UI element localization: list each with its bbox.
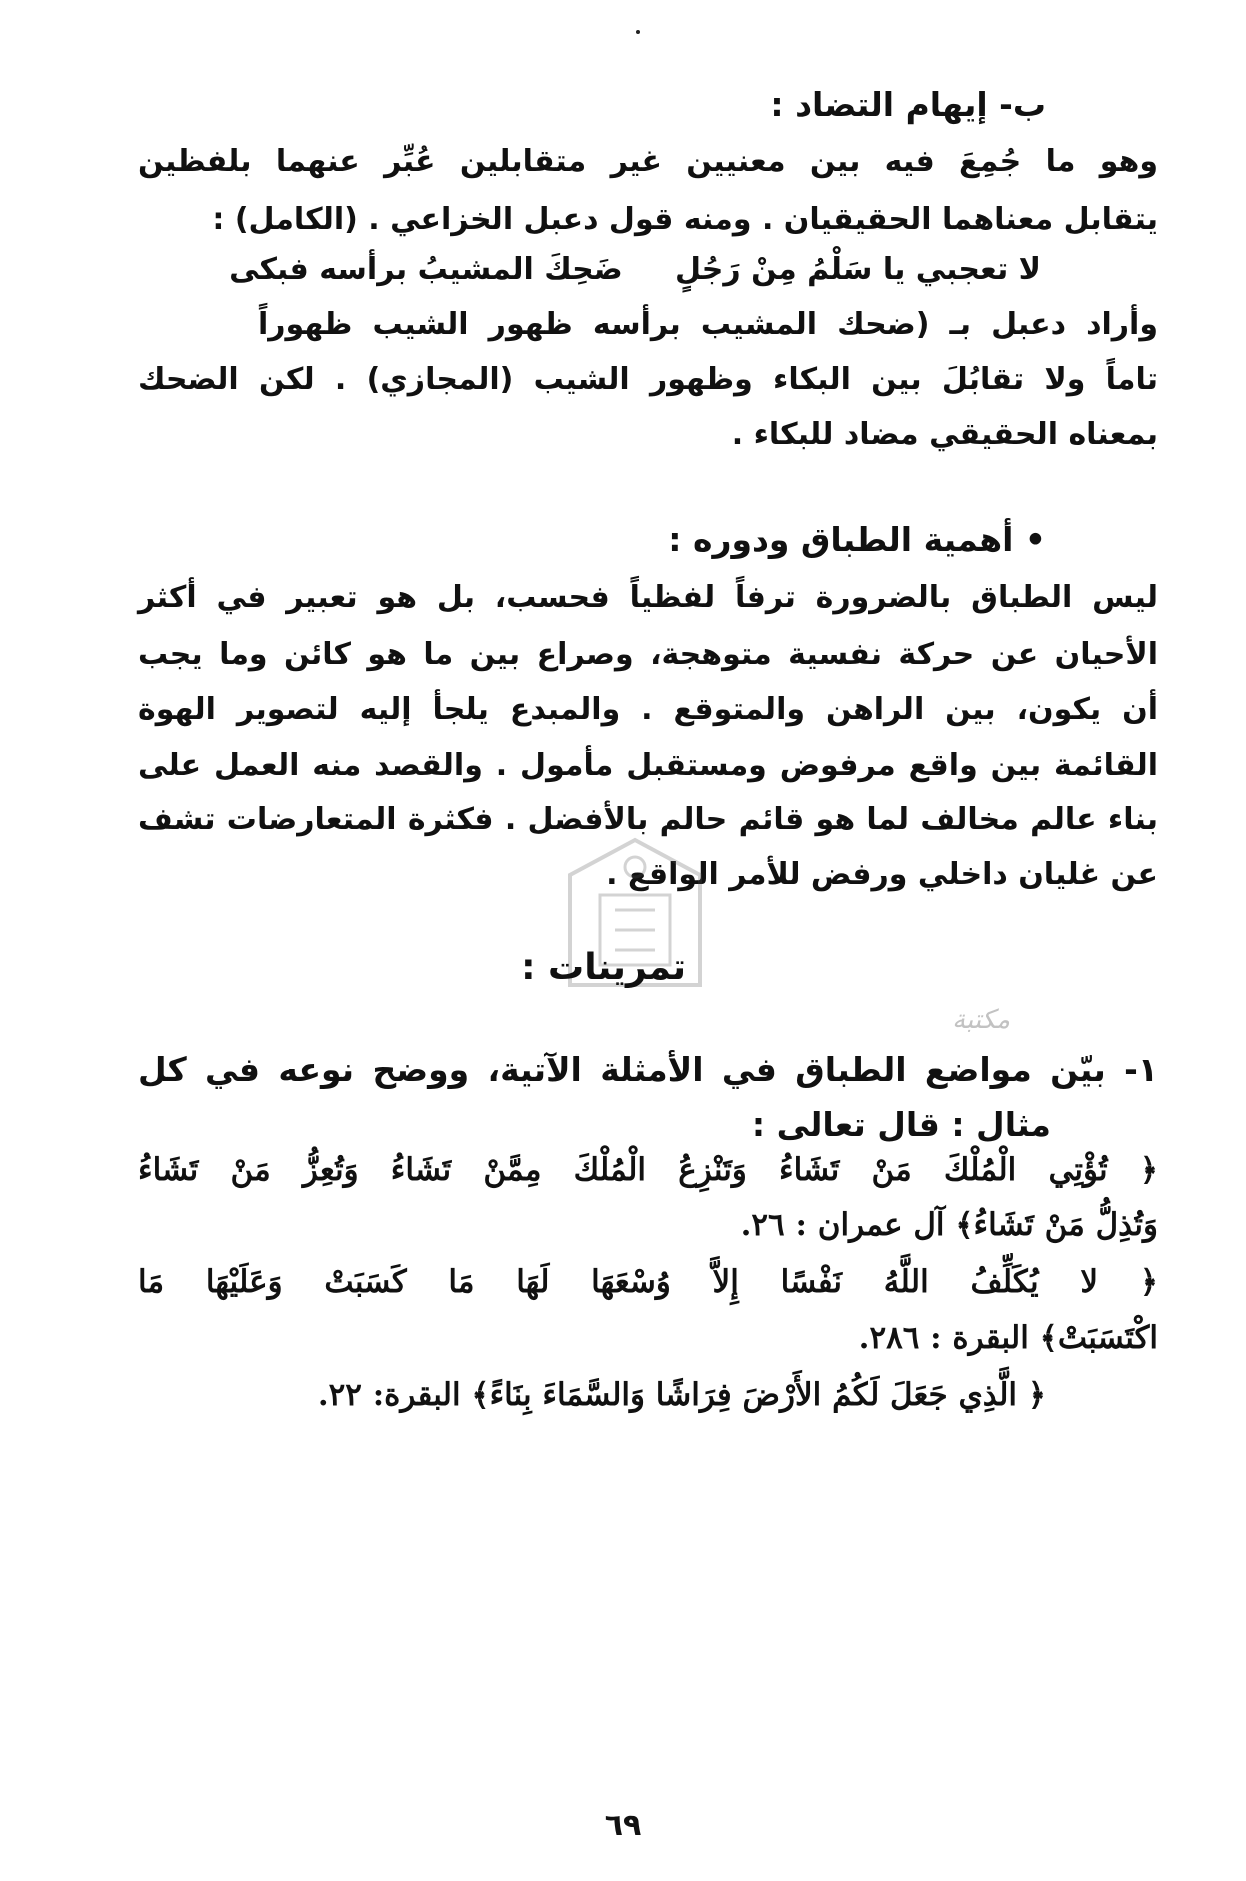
- section-b-line-5: تاماً ولا تقابُلَ بين البكاء وظهور الشيب (المجازي) . لكن الضحك: [138, 362, 1158, 397]
- quran-verse-1a: ﴿ تُؤْتِي الْمُلْكَ مَنْ تَشَاءُ وَتَنْزِعُ الْمُلْكَ مِمَّنْ تَشَاءُ وَتُعِزُّ مَنْ تَشَاءُ: [138, 1152, 1158, 1188]
- section-b-line-1: وهو ما جُمِعَ فيه بين معنيين غير متقابلين عُبِّر عنهما بلفظين: [138, 144, 1158, 179]
- importance-line-3: أن يكون، بين الراهن والمتوقع . والمبدع يلجأ إليه لتصوير الهوة: [138, 692, 1158, 727]
- importance-line-5: بناء عالم مخالف لما هو قائم حالم بالأفضل . فكثرة المتعارضات تشف: [138, 802, 1158, 837]
- page-number: ٦٩: [604, 1808, 642, 1843]
- importance-line-1: ليس الطباق بالضرورة ترفاً لفظياً فحسب، بل هو تعبير في أكثر: [138, 580, 1158, 615]
- importance-line-6: عن غليان داخلي ورفض للأمر الواقع .: [606, 857, 1158, 892]
- quran-verse-3: ﴿ الَّذِي جَعَلَ لَكُمُ الأَرْضَ فِرَاشًا وَالسَّمَاءَ بِنَاءً﴾ البقرة: ٢٢.: [317, 1377, 1046, 1413]
- importance-heading: • أهمية الطباق ودوره :: [668, 520, 1046, 559]
- importance-line-2: الأحيان عن حركة نفسية متوهجة، وصراع بين ما هو كائن وما يجب: [138, 637, 1158, 672]
- scan-speck: [636, 30, 640, 34]
- watermark-caption: مكتبة: [952, 1005, 1010, 1035]
- question-1-line-2: مثال : قال تعالى :: [751, 1105, 1051, 1144]
- section-b-line-2: يتقابل معناهما الحقيقيان . ومنه قول دعبل الخزاعي . (الكامل) :: [212, 202, 1158, 237]
- section-b-heading: ب- إيهام التضاد :: [770, 85, 1046, 124]
- question-1-line-1: ١- بيّن مواضع الطباق في الأمثلة الآتية، ووضح نوعه في كل: [138, 1050, 1158, 1089]
- section-b-line-4: وأراد دعبل بـ (ضحك المشيب برأسه ظهور الشيب ظهوراً: [258, 307, 1158, 342]
- importance-line-4: القائمة بين واقع مرفوض ومستقبل مأمول . والقصد منه العمل على: [138, 748, 1158, 783]
- exercises-heading: تمرينات :: [521, 947, 686, 988]
- quran-verse-1b: وَتُذِلُّ مَنْ تَشَاءُ﴾ آل عمران : ٢٦.: [740, 1207, 1158, 1243]
- quran-verse-2b: اكْتَسَبَتْ﴾ البقرة : ٢٨٦.: [858, 1320, 1158, 1356]
- poetry-verse: لا تعجبي يا سَلْمُ مِنْ رَجُلٍ ضَحِكَ المشيبُ برأسه فبكى: [229, 252, 1041, 287]
- section-b-line-6: بمعناه الحقيقي مضاد للبكاء .: [731, 417, 1158, 452]
- quran-verse-2a: ﴿ لا يُكَلِّفُ اللَّهُ نَفْسًا إِلاَّ وُسْعَهَا لَهَا مَا كَسَبَتْ وَعَلَيْهَا مَا: [138, 1264, 1158, 1300]
